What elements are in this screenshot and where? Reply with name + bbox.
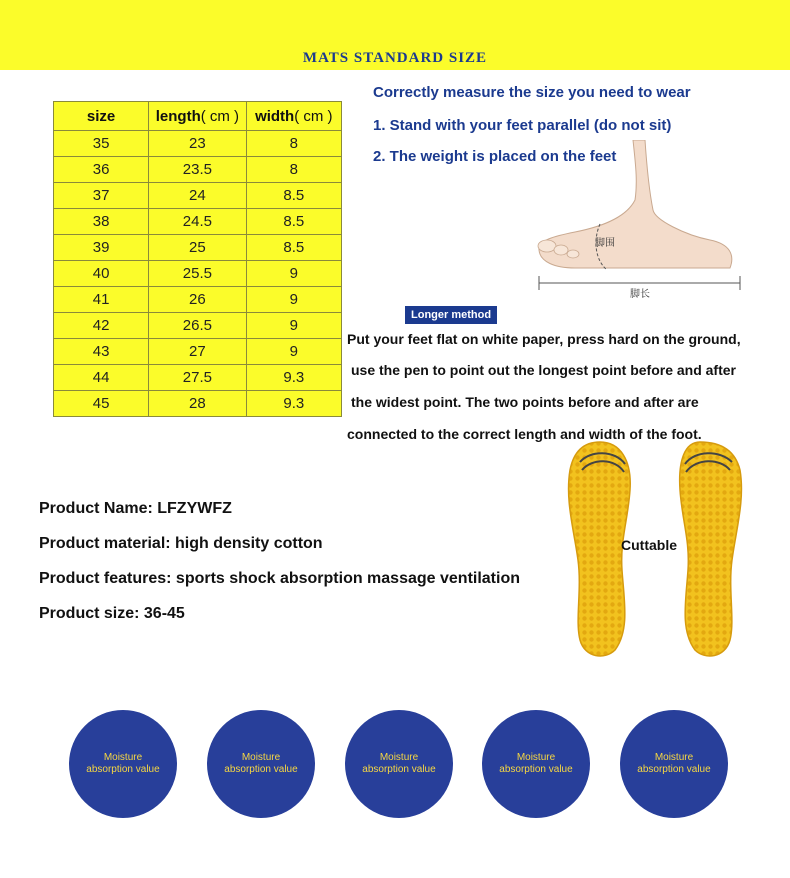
cell-length: 27: [149, 339, 246, 365]
foot-illustration: [535, 140, 745, 300]
header-width: [246, 102, 341, 131]
moisture-badge-line-1: Moisture: [379, 752, 419, 763]
cell-size: 42: [54, 313, 149, 339]
header-length-label: length: [155, 107, 201, 125]
longer-method-line-2: use the pen to point out the longest point before and after: [351, 362, 736, 378]
moisture-badge-line-2: absorption value: [362, 764, 436, 775]
foot-length-label: 脚长: [630, 289, 650, 300]
table-row: [54, 313, 342, 339]
cell-width: 9.3: [246, 365, 341, 391]
cell-size: 37: [54, 183, 149, 209]
cell-length: 24: [149, 183, 246, 209]
cell-length: 25: [149, 235, 246, 261]
table-row: [54, 157, 342, 183]
moisture-badge: [345, 710, 453, 818]
moisture-badge-line-2: absorption value: [499, 764, 573, 775]
longer-method-line-3: the widest point. The two points before and after are: [351, 394, 699, 410]
moisture-badge-line-2: absorption value: [224, 764, 298, 775]
cell-width: 8.5: [246, 235, 341, 261]
cell-width: 9: [246, 313, 341, 339]
measure-heading: Correctly measure the size you need to wear: [373, 84, 691, 101]
table-row: [54, 365, 342, 391]
longer-method-badge: Longer method: [405, 306, 497, 324]
size-table-header: [54, 102, 342, 131]
cell-width: 9: [246, 261, 341, 287]
cell-size: 41: [54, 287, 149, 313]
header-width-unit: ( cm ): [294, 107, 333, 125]
cell-length: 23: [149, 131, 246, 157]
product-size: Product size: 36-45: [39, 605, 185, 622]
cell-length: 28: [149, 391, 246, 417]
cell-width: 9: [246, 287, 341, 313]
moisture-badge-line-1: Moisture: [516, 752, 556, 763]
moisture-badge: [620, 710, 728, 818]
cuttable-label: Cuttable: [621, 537, 677, 553]
cell-width: 9.3: [246, 391, 341, 417]
moisture-badge-line-2: absorption value: [86, 764, 160, 775]
table-row: [54, 235, 342, 261]
cell-length: 25.5: [149, 261, 246, 287]
moisture-badge: [482, 710, 590, 818]
header-size: size: [54, 102, 149, 131]
moisture-badge-line-1: Moisture: [241, 752, 281, 763]
table-row: [54, 287, 342, 313]
table-row: [54, 183, 342, 209]
moisture-badge-line-1: Moisture: [654, 752, 694, 763]
table-row: [54, 261, 342, 287]
product-features: Product features: sports shock absorption massage ventilation: [39, 570, 520, 587]
header-length-unit: ( cm ): [200, 107, 240, 125]
moisture-badge-line-2: absorption value: [637, 764, 711, 775]
header-length: [149, 102, 246, 131]
cell-length: 27.5: [149, 365, 246, 391]
cell-length: 24.5: [149, 209, 246, 235]
cell-size: 35: [54, 131, 149, 157]
cell-size: 45: [54, 391, 149, 417]
header-width-label: width: [255, 107, 295, 125]
cell-length: 26.5: [149, 313, 246, 339]
cell-width: 9: [246, 339, 341, 365]
product-material: Product material: high density cotton: [39, 535, 323, 552]
cell-size: 40: [54, 261, 149, 287]
longer-method-line-4: connected to the correct length and width of the foot.: [347, 426, 702, 442]
cell-width: 8.5: [246, 183, 341, 209]
cell-size: 38: [54, 209, 149, 235]
table-row: [54, 131, 342, 157]
product-name: Product Name: LFZYWFZ: [39, 500, 232, 517]
moisture-badge: [69, 710, 177, 818]
measure-step-2: 2. The weight is placed on the feet: [373, 148, 617, 165]
banner-title: MATS STANDARD SIZE: [302, 50, 488, 66]
cell-length: 26: [149, 287, 246, 313]
longer-method-line-1: Put your feet flat on white paper, press hard on the ground,: [347, 331, 741, 347]
cell-width: 8.5: [246, 209, 341, 235]
cell-length: 23.5: [149, 157, 246, 183]
measure-step-1: 1. Stand with your feet parallel (do not sit): [373, 117, 672, 134]
moisture-badge-line-1: Moisture: [103, 752, 143, 763]
cell-size: 39: [54, 235, 149, 261]
foot-girth-label: 脚围: [595, 238, 615, 249]
table-row: [54, 391, 342, 417]
cell-width: 8: [246, 131, 341, 157]
table-row: [54, 209, 342, 235]
moisture-badge: [207, 710, 315, 818]
cell-size: 43: [54, 339, 149, 365]
cell-size: 44: [54, 365, 149, 391]
cell-size: 36: [54, 157, 149, 183]
size-table: [53, 101, 342, 417]
table-row: [54, 339, 342, 365]
cell-width: 8: [246, 157, 341, 183]
